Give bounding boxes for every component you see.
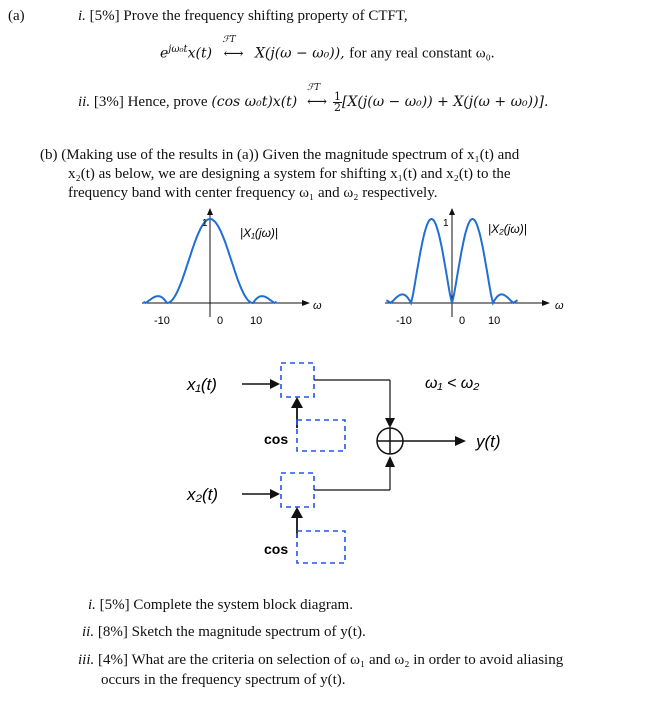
ft-arrow-2 [301, 82, 333, 110]
branch1-arrow-icon [385, 418, 395, 428]
plot2-x-arrow-icon [542, 300, 550, 306]
plot-x2-spectrum [385, 208, 564, 327]
output-arrow-icon [455, 436, 466, 446]
cos1-label: cos [264, 431, 289, 447]
output-y-label: y(t) [476, 432, 501, 451]
part-b-label: (b) [40, 147, 58, 163]
ft-label-1: ℱT [222, 34, 236, 45]
half-den: 2 [334, 101, 341, 114]
ft-label-2: ℱT [307, 82, 321, 93]
part-a-ii-lhs: (cos ω₀t)x(t) [211, 93, 298, 110]
part-a-ii-rhs: [X(j(ω − ω₀)) + X(j(ω + ω₀))]. [342, 93, 549, 110]
question-ii-text: Sketch the magnitude spectrum of y(t). [131, 624, 366, 640]
part-b-line1 [40, 147, 519, 164]
cos2-label: cos [264, 541, 289, 557]
question-ii [82, 624, 366, 641]
part-a-i-mark: [5%] [89, 8, 120, 24]
omega-condition: ω₁ < ω₂ [425, 375, 480, 392]
plot2-omega-label: ω [555, 300, 564, 312]
question-iii-line2: occurs in the frequency spectrum of y(t). [101, 672, 346, 688]
plot2-y-arrow-icon [449, 208, 455, 215]
cos1-argument-box[interactable] [297, 420, 345, 451]
formula-rhs: X(j(ω − ω₀)), [254, 45, 345, 62]
x1-arrow-icon [270, 379, 280, 389]
plot1-omega-label: ω [313, 300, 322, 312]
part-a-ii-text: Hence, prove [127, 93, 208, 110]
question-i [88, 597, 353, 614]
plot-x1-spectrum [142, 208, 322, 327]
cos1-arrow-icon [291, 397, 303, 408]
question-iii-text: What are the criteria on selection of ω₁ and ω₂ in order to avoid aliasing [131, 652, 564, 668]
part-a-ii-line [78, 82, 549, 114]
half-fraction [333, 92, 342, 113]
plot1-peak-label: 1 [202, 218, 208, 229]
part-a-ii-num: ii. [78, 93, 91, 110]
input-x2-label: x₂(t) [187, 485, 219, 504]
formula-exp-sup: jω₀t [168, 44, 188, 55]
part-b-line2: x₂(t) as below, we are designing a system for shifting x₁(t) and x₂(t) to the [68, 166, 511, 182]
part-a-label: (a) [8, 8, 25, 24]
part-a-i-line [78, 8, 408, 25]
block-diagram [0, 350, 664, 590]
plot2-peak-label: 1 [443, 218, 449, 229]
double-arrow-icon: ⟷ [223, 45, 244, 62]
formula-lhs-tail: x(t) [187, 45, 213, 62]
part-a-ii-mark: [3%] [93, 93, 124, 110]
part-a-i-formula [160, 34, 495, 63]
question-ii-num: ii. [82, 624, 95, 640]
x2-arrow-icon [270, 489, 280, 499]
cos2-arrow-icon [291, 507, 303, 518]
spectrum-plots [0, 205, 664, 335]
multiplier-box-1[interactable] [281, 363, 314, 397]
question-iii [78, 652, 563, 669]
formula-tail: for any real constant ω₀. [349, 45, 495, 62]
plot1-title: |X₁(jω)| [240, 226, 279, 240]
question-i-text: Complete the system block diagram. [133, 597, 353, 613]
plot1-tick-neg10: -10 [154, 315, 170, 327]
input-x1-label: x₁(t) [187, 375, 217, 394]
plot2-title: |X₂(jω)| [488, 222, 527, 236]
plot2-tick-neg10: -10 [396, 315, 412, 327]
part-a-i-num: i. [78, 8, 86, 24]
plot1-tick-0: 0 [217, 315, 224, 327]
plot1-x-arrow-icon [302, 300, 310, 306]
ft-arrow-1 [217, 34, 251, 62]
formula-exp-base: e [160, 45, 169, 62]
plot1-tick-10: 10 [250, 315, 263, 327]
plot2-tick-10: 10 [488, 315, 501, 327]
cos2-argument-box[interactable] [297, 531, 345, 563]
branch2-arrow-icon [385, 456, 395, 467]
question-i-mark: [5%] [99, 597, 130, 613]
plot1-y-arrow-icon [207, 208, 213, 215]
half-num: 1 [334, 90, 341, 103]
part-b-text1: (Making use of the results in (a)) Given the magnitude spectrum of x₁(t) and [61, 147, 520, 163]
question-iii-num: iii. [78, 652, 95, 668]
question-iii-mark: [4%] [98, 652, 129, 668]
plot2-tick-0: 0 [459, 315, 466, 327]
multiplier-box-2[interactable] [281, 473, 314, 507]
part-a-i-text: Prove the frequency shifting property of CTFT, [123, 8, 408, 24]
part-b-line3: frequency band with center frequency ω₁ and ω₂ respectively. [68, 185, 438, 201]
question-i-num: i. [88, 597, 96, 613]
question-ii-mark: [8%] [97, 624, 128, 640]
double-arrow-icon: ⟷ [306, 93, 328, 110]
